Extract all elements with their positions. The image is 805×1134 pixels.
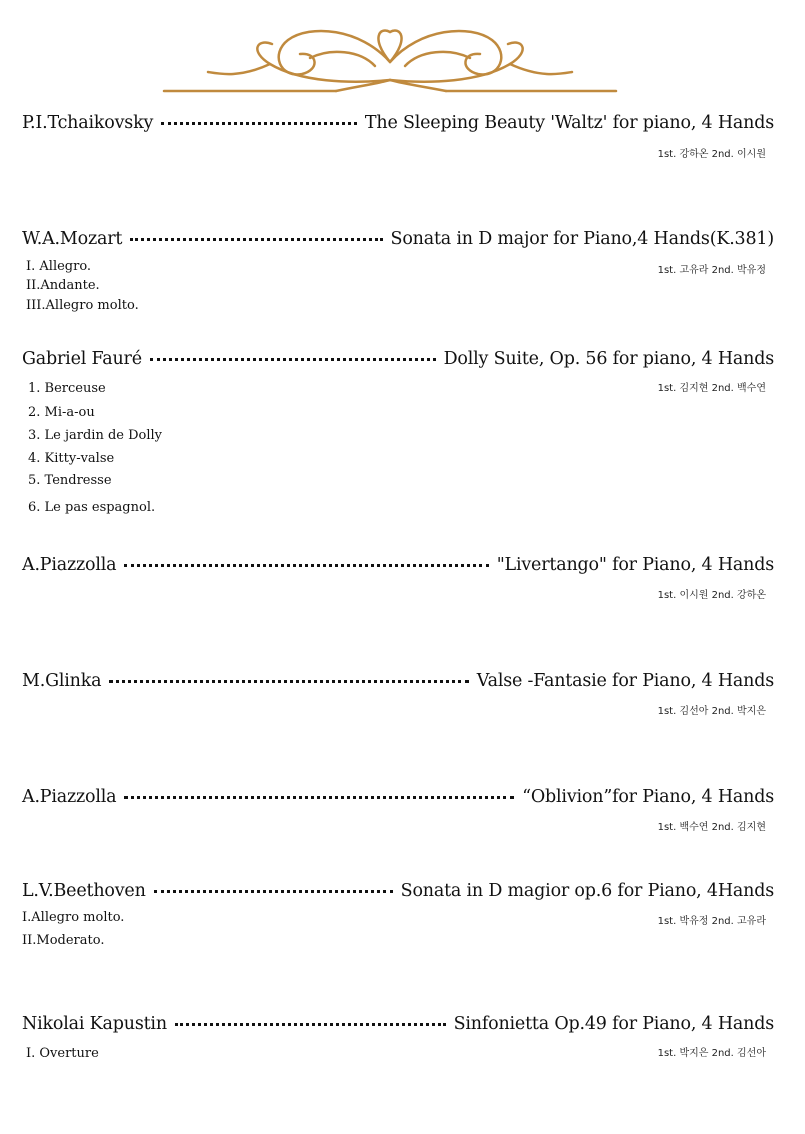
program-entry [22, 349, 774, 515]
dot-leader [154, 890, 393, 893]
dot-leader [124, 564, 488, 567]
performers: 1st. 백수연 2nd. 김지현 [657, 822, 766, 833]
program-entry [22, 787, 774, 833]
work-title: Sonata in D major for Piano,4 Hands(K.381) [390, 229, 774, 249]
movement: II.Andante. [26, 278, 100, 293]
dot-leader [130, 238, 382, 241]
performers: 1st. 김지현 2nd. 백수연 [657, 383, 766, 394]
performers: 1st. 김선아 2nd. 박지은 [657, 706, 766, 717]
program-entry [22, 229, 774, 313]
dot-leader [124, 796, 514, 799]
movement: 1. Berceuse [28, 381, 106, 396]
work-title: Sonata in D magior op.6 for Piano, 4Hands [400, 881, 774, 901]
composer-name: A.Piazzolla [22, 555, 117, 575]
composer-name: M.Glinka [22, 671, 102, 691]
dot-leader [161, 122, 357, 125]
dot-leader [175, 1023, 446, 1026]
work-title: Dolly Suite, Op. 56 for piano, 4 Hands [443, 349, 774, 369]
performers: 1st. 강하온 2nd. 이시원 [657, 149, 766, 160]
movement: 5. Tendresse [28, 473, 112, 488]
program-entry [22, 1014, 774, 1061]
movement: I.Allegro molto. [22, 910, 125, 925]
work-title: “Oblivion”for Piano, 4 Hands [522, 787, 774, 807]
movement: I. Overture [26, 1046, 99, 1061]
gold-flourish-ornament-icon [160, 18, 620, 98]
work-title: Valse -Fantasie for Piano, 4 Hands [476, 671, 774, 691]
composer-name: Nikolai Kapustin [22, 1014, 167, 1034]
dot-leader [150, 358, 436, 361]
performers: 1st. 이시원 2nd. 강하온 [657, 590, 766, 601]
composer-name: W.A.Mozart [22, 229, 123, 249]
movement: II.Moderato. [22, 933, 105, 948]
movement: III.Allegro molto. [26, 298, 139, 313]
movement: 6. Le pas espagnol. [28, 500, 156, 515]
performers: 1st. 고유라 2nd. 박유정 [657, 265, 766, 276]
work-title: "Livertango" for Piano, 4 Hands [496, 555, 774, 575]
program-entry [22, 555, 774, 601]
movement: 4. Kitty-valse [28, 451, 115, 466]
work-title: The Sleeping Beauty 'Waltz' for piano, 4 Hands [364, 113, 774, 133]
composer-name: P.I.Tchaikovsky [22, 113, 154, 133]
composer-name: L.V.Beethoven [22, 881, 146, 901]
movement: I. Allegro. [26, 259, 92, 274]
performers: 1st. 박지은 2nd. 김선아 [657, 1048, 766, 1059]
composer-name: A.Piazzolla [22, 787, 117, 807]
work-title: Sinfonietta Op.49 for Piano, 4 Hands [453, 1014, 774, 1034]
movement: 2. Mi-a-ou [28, 405, 95, 420]
program-entry [22, 113, 774, 160]
performers: 1st. 박유정 2nd. 고유라 [657, 916, 766, 927]
dot-leader [109, 680, 468, 683]
program-entry [22, 881, 774, 948]
program-entry [22, 671, 774, 717]
movement: 3. Le jardin de Dolly [28, 428, 163, 443]
composer-name: Gabriel Fauré [22, 349, 142, 369]
